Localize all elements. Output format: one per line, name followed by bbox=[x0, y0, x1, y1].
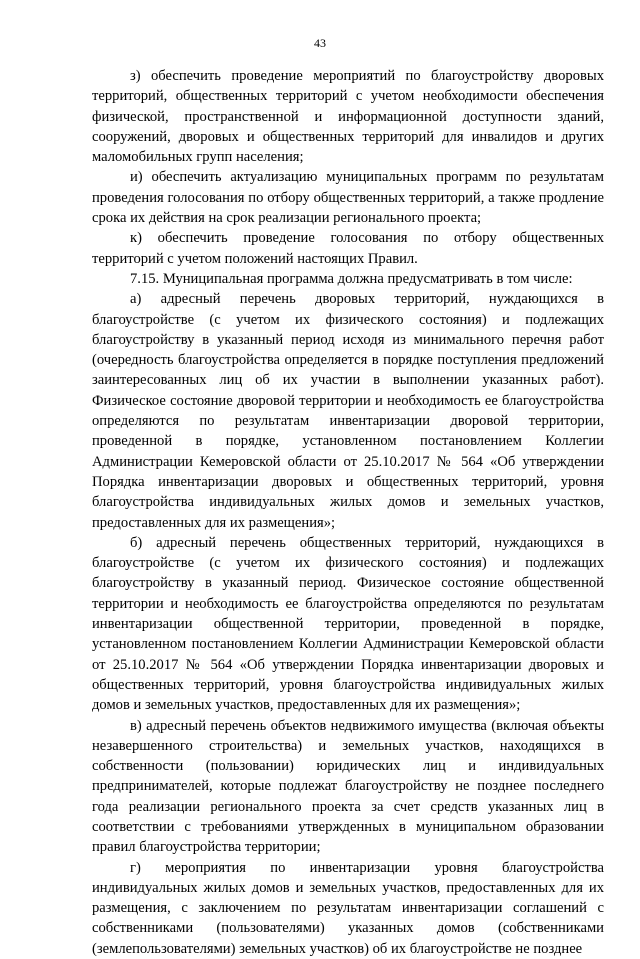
paragraph-item-v: в) адресный перечень объектов недвижимого имущества (включая объекты незавершенного строительства) и земельных участков, находящихся в собственности (пользовании) юридических лиц и индивидуальных предпринимателей, которые подлежат благоустройству не позднее последнего года реализации регионального проекта за счет средств указанных лиц в соответствии с требованиями утвержденных в муниципальном образовании правил благоустройства территории; bbox=[92, 717, 604, 856]
paragraph-item-b: б) адресный перечень общественных территорий, нуждающихся в благоустройстве (с учетом их физического состояния) и подлежащих благоустройству в указанный период. Физическое состояние общественной территории и необходимость ее благоустройства определяются по результатам инвентаризации общественной территории, проведенной в порядке, установленном постановлением Коллегии Администрации Кемеровской области от 25.10.2017 № 564 «Об утверждении Порядка инвентаризации дворовых и общественных территорий, уровня благоустройства индивидуальных жилых домов и земельных участков, предоставленных для их размещения»; bbox=[92, 534, 604, 714]
paragraph-item-a: а) адресный перечень дворовых территорий, нуждающихся в благоустройстве (с учетом их физического состояния) и подлежащих благоустройству в указанный период исходя из минимального перечня работ (очередность благоустройства определяется в порядке поступления предложений заинтересованных лиц об их участии в выполнении указанных работ). Физическое состояние дворовой территории и необходимость ее благоустройства определяются по результатам инвентаризации дворовой территории, проведенной в порядке, установленном постановлением Коллегии Администрации Кемеровской области от 25.10.2017 № 564 «Об утверждении Порядка инвентаризации дворовых и общественных территорий, уровня благоустройства индивидуальных жилых домов и земельных участков, предоставленных для их размещения»; bbox=[92, 291, 604, 531]
paragraph-clause-k: к) обеспечить проведение голосования по отбору общественных территорий с учетом положений настоящих Правил. bbox=[92, 230, 604, 267]
page-number: 43 bbox=[314, 36, 326, 50]
paragraph-clause-z: з) обеспечить проведение мероприятий по благоустройству дворовых территорий, общественных территорий с учетом необходимости обеспечения физической, пространственной и информационной доступности зданий, сооружений, дворовых и общественных территорий для инвалидов и других маломобильных групп населения; bbox=[92, 68, 604, 166]
paragraph-item-g: г) мероприятия по инвентаризации уровня благоустройства индивидуальных жилых домов и земельных участков, предоставленных для их размещения, с заключением по результатам инвентаризации соглашений с собственниками (пользователями) указанных домов (собственниками (землепользователями) земельных участков) об их благоустройстве не позднее bbox=[92, 859, 604, 957]
paragraph-section-7-15: 7.15. Муниципальная программа должна предусматривать в том числе: bbox=[130, 270, 573, 287]
document-body bbox=[92, 66, 604, 959]
paragraph-clause-i: и) обеспечить актуализацию муниципальных программ по результатам проведения голосования по отбору общественных территорий, а также продление срока их действия на срок реализации регионального проекта; bbox=[92, 169, 604, 227]
